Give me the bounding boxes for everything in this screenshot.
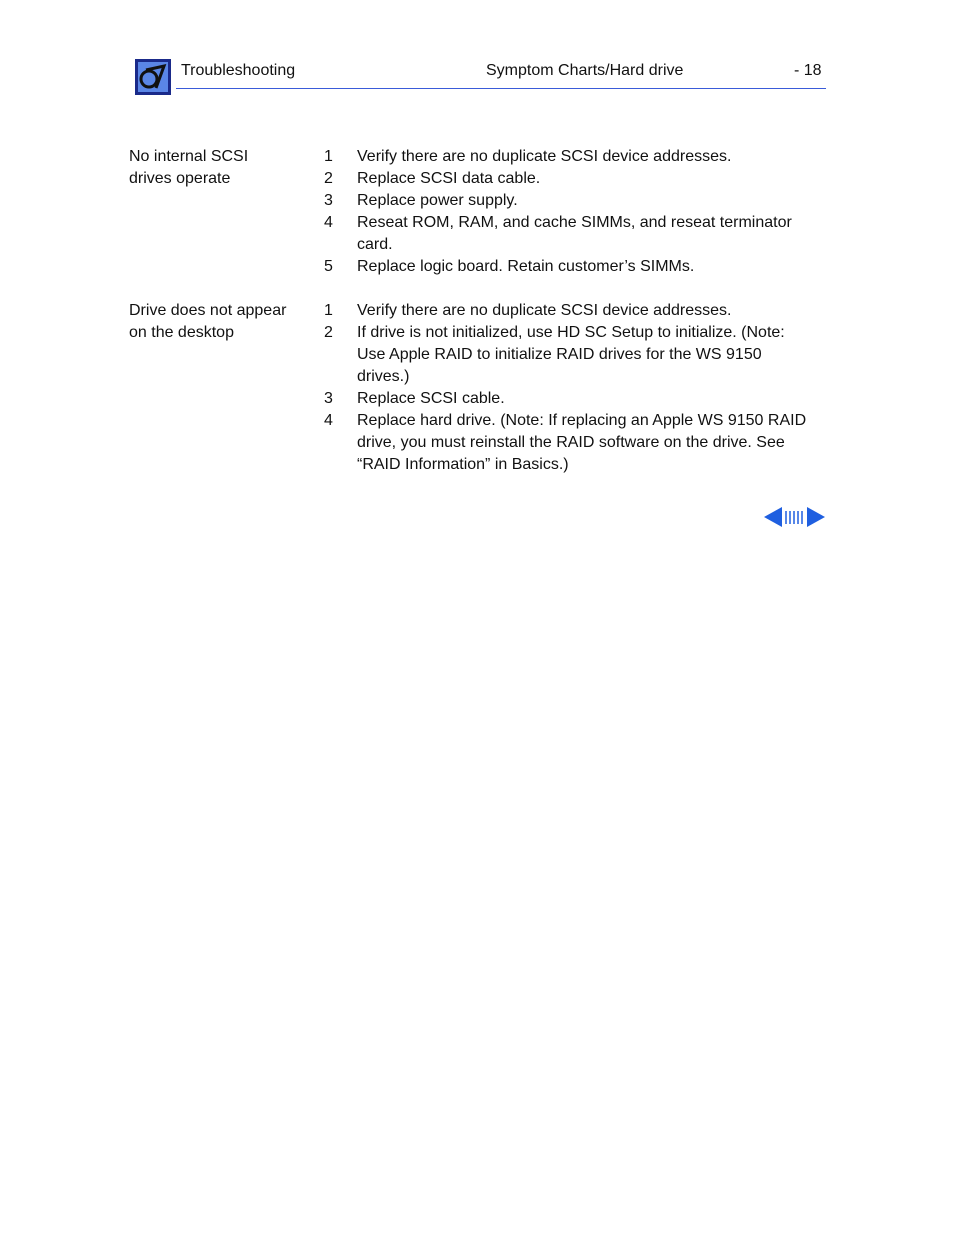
symptom-label: Drive does not appear on the desktop	[129, 302, 287, 341]
step-item	[324, 146, 814, 168]
step-text: Verify there are no duplicate SCSI device addresses.	[357, 302, 732, 319]
symptom-chart	[0, 146, 954, 498]
step-item	[324, 388, 814, 410]
step-number: 1	[324, 148, 333, 165]
header-section: Troubleshooting	[181, 62, 296, 79]
header-rule	[176, 88, 826, 89]
step-item	[324, 300, 814, 322]
step-item	[324, 410, 814, 476]
page-header	[0, 0, 954, 100]
index-bars-icon[interactable]	[786, 511, 802, 524]
step-text: Replace logic board. Retain customer’s SIMMs.	[357, 258, 695, 275]
step-number: 5	[324, 258, 333, 275]
step-number: 3	[324, 390, 333, 407]
toolbox-logo-icon	[134, 58, 172, 96]
step-item	[324, 190, 814, 212]
step-item	[324, 212, 814, 256]
step-text: Replace hard drive. (Note: If replacing an Apple WS 9150 RAID drive, you must reinstall the RAID software on the drive. See “RAID Information” in Basics.)	[357, 412, 807, 473]
header-page-number: - 18	[794, 62, 822, 79]
step-item	[324, 256, 814, 278]
step-number: 2	[324, 324, 333, 341]
step-text: Reseat ROM, RAM, and cache SIMMs, and reseat terminator card.	[357, 214, 792, 253]
header-title: Symptom Charts/Hard drive	[486, 62, 684, 79]
symptom-label: No internal SCSI drives operate	[129, 148, 249, 187]
page-navigation	[763, 505, 827, 529]
step-list	[324, 146, 814, 278]
step-list	[324, 300, 814, 476]
step-number: 4	[324, 214, 333, 231]
step-text: If drive is not initialized, use HD SC Setup to initialize. (Note: Use Apple RAID to initialize RAID drives for the WS 9150 drives.)	[357, 324, 785, 385]
step-text: Verify there are no duplicate SCSI device addresses.	[357, 148, 732, 165]
step-text: Replace SCSI cable.	[357, 390, 505, 407]
symptom-row	[0, 146, 954, 278]
arrow-left-icon[interactable]	[764, 507, 782, 527]
step-number: 1	[324, 302, 333, 319]
arrow-right-icon[interactable]	[807, 507, 825, 527]
step-text: Replace SCSI data cable.	[357, 170, 541, 187]
step-text: Replace power supply.	[357, 192, 518, 209]
symptom-row	[0, 300, 954, 476]
step-item	[324, 322, 814, 388]
step-number: 3	[324, 192, 333, 209]
step-number: 2	[324, 170, 333, 187]
step-number: 4	[324, 412, 333, 429]
step-item	[324, 168, 814, 190]
